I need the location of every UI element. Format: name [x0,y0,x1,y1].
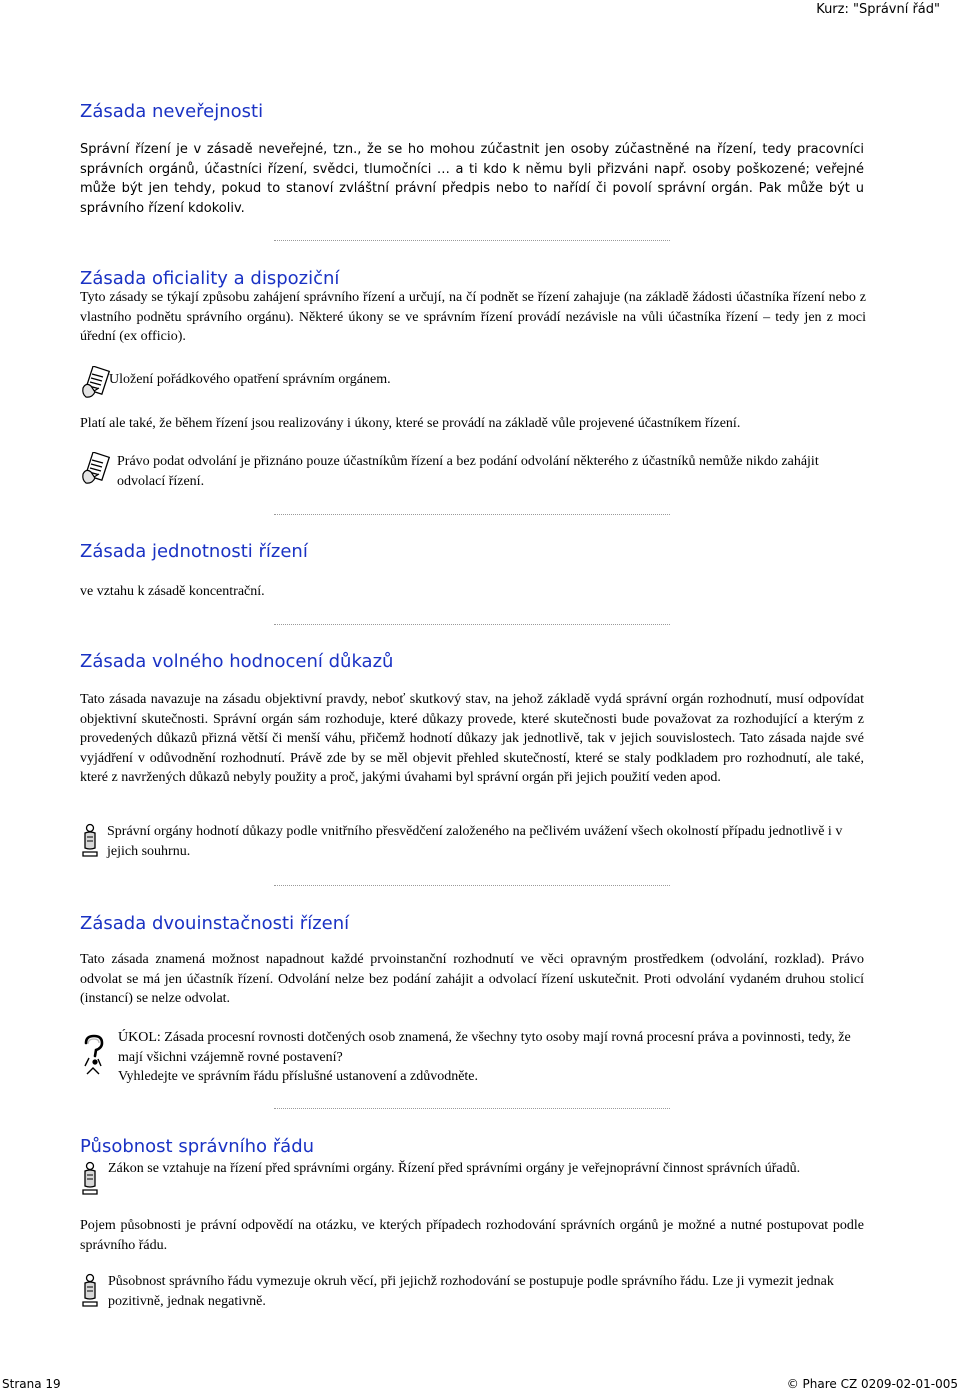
paragraph-two-instance: Tato zásada znamená možnost napadnout každé prvoinstanční rozhodnutí ve věci opravným prostředkem (odvolání, rozklad). Právo odvolat se má jen účastník řízení. Odvolání nelze bez podání zahájit a odvolací řízení uskutečnit. Proti odvolání vydaném druhou stolicí (instancí) se nelze odvolat. [80,952,864,1007]
task-instruction: Vyhledejte ve správním řádu příslušné ustanovení a zdůvodněte. [118,1069,479,1084]
example-text-2: Právo podat odvolání je přiznáno pouze účastníkům řízení a bez podání odvolání některého z účastníků nemůže nikdo zahájit odvolací řízení. [117,454,819,489]
copyright: © Phare CZ 0209-02-01-005 [786,1377,958,1391]
example-icon [80,452,112,486]
paragraph-unity: ve vztahu k zásadě koncentrační. [80,584,265,599]
task-text: ÚKOL: Zásada procesní rovnosti dotčených osob znamená, že všechny tyto osoby mají rovná procesní práva a povinnosti, tedy, že mají všichni vzájemně rovné postavení? [118,1030,851,1065]
paragraph-nonpublic: Správní řízení je v zásadě neveřejné, tzn., že se ho mohou zúčastnit jen osoby zúčastněné na řízení, tedy pracovníci správních orgánů, účastníci řízení, svědci, tlumočníci … a ti kdo k němu byli přizváni např. osoby poškozené; veřejné může být jen tehdy, pokud to stanoví zvláštní právní předpis nebo to nařídí či povolí správní orgán. Pak může být u správního řízení kdokoliv. [80,142,864,216]
example-icon [80,366,112,400]
heading-unity: Zásada jednotnosti řízení [80,541,308,562]
task-icon [80,1034,108,1076]
separator [274,240,670,241]
example-text-1: Uložení pořádkového opatření správním orgánem. [109,372,391,387]
note-text-scope-1: Zákon se vztahuje na řízení před správními orgány. Řízení před správními orgány je veřejnoprávní činnost správních úřadů. [108,1161,801,1176]
heading-officiality: Zásada oficiality a dispoziční [80,268,340,289]
note-text-scope-2: Působnost správního řádu vymezuje okruh věcí, při jejichž rozhodování se postupuje podle správního řádu. Lze ji vymezit jednak pozitivně, jednak negativně. [108,1274,834,1309]
separator [274,885,670,886]
heading-nonpublic: Zásada neveřejnosti [80,101,264,122]
separator [274,1108,670,1109]
heading-scope: Působnost správního řádu [80,1136,315,1157]
paragraph-officiality-2: Platí ale také, že během řízení jsou realizovány i úkony, které se provádí na základě vůle projevené účastníkem řízení. [80,416,741,431]
page-number: Strana 19 [2,1377,61,1391]
course-title: Kurz: "Správní řád" [816,2,940,17]
separator [274,514,670,515]
heading-two-instance: Zásada dvouinstačnosti řízení [80,913,350,934]
paragraph-officiality: Tyto zásady se týkají způsobu zahájení správního řízení a určují, na čí podnět se řízení zahajuje (na základě žádosti účastníka řízení nebo z vlastního podnětu správního orgánu). Některé úkony se ve správním řízení provádí nezávisle na vůli účastníka řízení – tedy jen z moci úřední (ex officio). [80,290,866,345]
paragraph-free-evaluation: Tato zásada navazuje na zásadu objektivní pravdy, neboť skutkový stav, na jehož základě vydá správní orgán rozhodnutí, musí odpovídat objektivní skutečnosti. Správní orgán sám rozhoduje, které důkazy provede, které skutečnosti bude považovat za rozhodující a kterým z provedených důkazů přizná větší či menší váhu, přičemž hodnotí důkazy jak jednotlivě, tak v jejich souvislostech. Tato zásada najde své vyjádření v odůvodnění rozhodnutí. Právě zde by se měl objevit přehled skutečností, které se staly podkladem pro rozhodnutí, ale také, které z navržených důkazů nebyly použity a proč, jakými úvahami byl správní orgán při jejich použití veden apod. [80,692,864,786]
note-text-free-evaluation: Správní orgány hodnotí důkazy podle vnitřního přesvědčení založeného na pečlivém uvážení všech okolností případu jednotlivě i v jejich souhrnu. [107,824,843,859]
note-icon [80,1160,102,1196]
note-icon [80,1272,102,1308]
separator [274,624,670,625]
paragraph-scope: Pojem působnosti je právní odpovědí na otázku, ve kterých případech rozhodování správních orgánů je možné a nutné postupovat podle správního řádu. [80,1218,864,1253]
note-icon [80,822,102,858]
heading-free-evaluation: Zásada volného hodnocení důkazů [80,651,394,672]
